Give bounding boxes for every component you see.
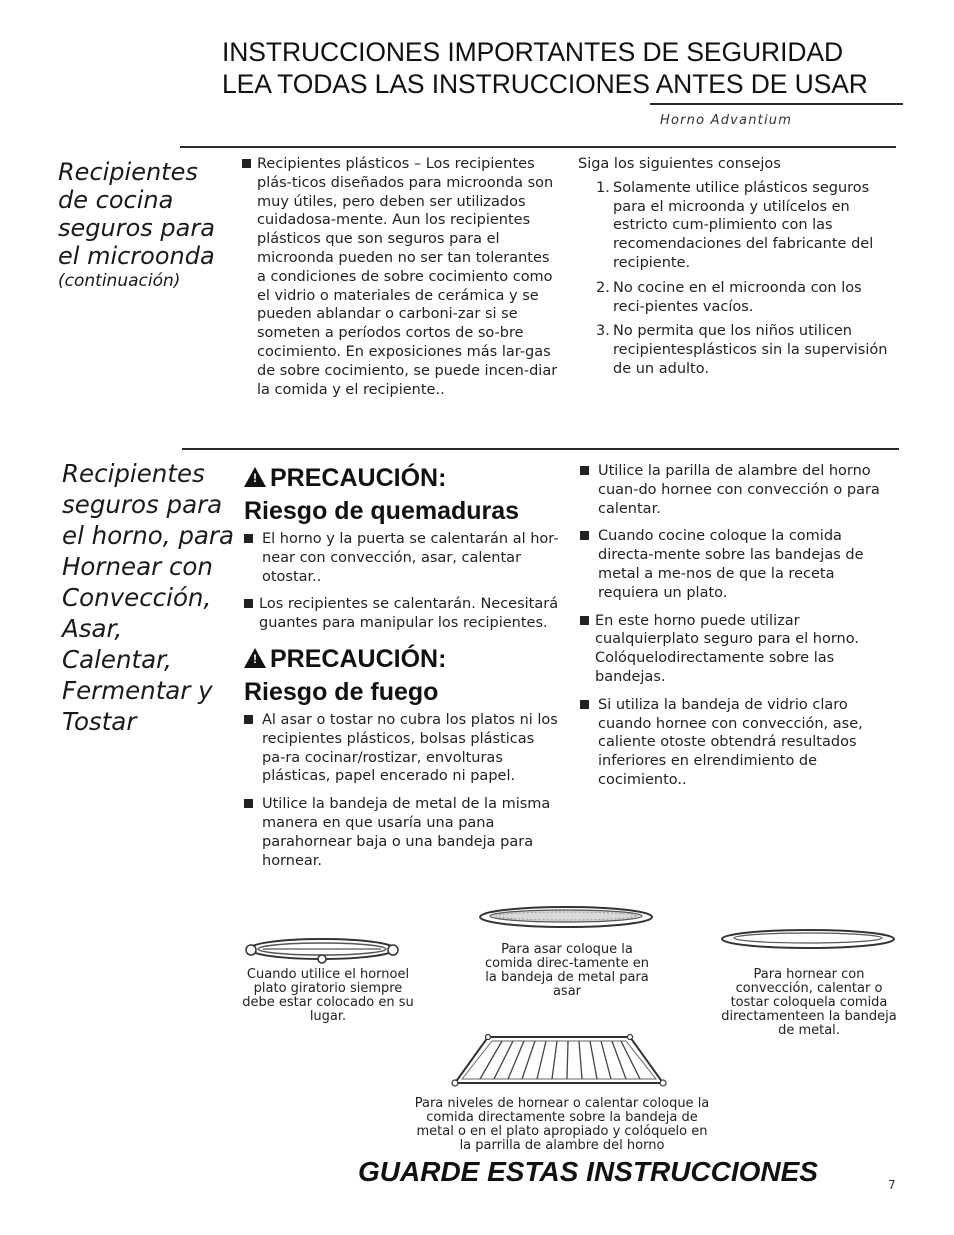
list-item-text: El horno y la puerta se calentarán al hor-near con convección, asar, calentar otostar.. (262, 531, 559, 585)
warning-fire (244, 643, 562, 709)
warning-triangle-icon: ! (244, 467, 266, 487)
header-line-1: INSTRUCCIONES IMPORTANTES DE SEGURIDAD (222, 37, 843, 67)
section2-title-line: Fermentar y (62, 676, 213, 705)
section1-title-line: el microonda (58, 242, 215, 270)
section2-title (62, 458, 247, 737)
turntable-illustration (245, 934, 400, 964)
wire-rack-illustration (450, 1033, 668, 1089)
section2-col1 (244, 462, 562, 879)
bullet-square-icon (244, 715, 253, 724)
footer-title: GUARDE ESTAS INSTRUCCIONES (358, 1156, 818, 1187)
bullet-square-icon (580, 700, 589, 709)
section2-title-line: Hornear con (62, 552, 213, 581)
warning-label: PRECAUCIÓN: (270, 644, 447, 673)
list-item-text: Los recipientes se calentarán. Necesitará guantes para manipular los recipientes. (259, 596, 559, 632)
list-item-text: Si utiliza la bandeja de vidrio claro cuando hornee con convección, ase, caliente otoste obtendrá resultados inferiores en elrendimiento de cocimiento.. (598, 696, 863, 788)
list-item-text: No permita que los niños utilicen recipientesplásticos sin la supervisión de un adulto. (613, 323, 888, 377)
section2-col2 (580, 462, 890, 799)
bullet-square-icon (242, 159, 251, 168)
list-item-text: Solamente utilice plásticos seguros para el microonda y utilícelos en estricto cum-plimiento con las recomendaciones del fabricante del recipiente. (613, 179, 874, 271)
list-item-text: Cuando cocine coloque la comida directa-mente sobre las bandejas de metal a me-nos de que la receta requiera un plato. (598, 528, 864, 601)
header-rule (650, 103, 903, 105)
warning-triangle-icon: ! (244, 648, 266, 668)
list-item-text: Recipientes plásticos – Los recipientes plás-ticos diseñados para microonda son muy útiles, pero deben ser utilizados cuidadosa-mente. Aun los recipientes plásticos que son seguros para el microonda pueden no ser tan tolerantes a condiciones de sobre cocimiento como el vidrio o materiales de cerámica y se pueden ablandar o carboni-zar si se someten a períodos cortos de so-bre cocimiento. En exposiciones más lar-gas de sobre cocimiento, se puede incen-diar la comida y el recipiente.. (257, 156, 558, 398)
list-item (242, 155, 562, 399)
section1-title-line: de cocina (58, 186, 174, 214)
list-item-text: No cocine en el microonda con los reci-pientes vacíos. (613, 279, 862, 315)
section1-title-line: seguros para (58, 214, 215, 242)
list-item (578, 279, 893, 317)
bullet-square-icon (580, 616, 589, 625)
header-line-2: LEA TODAS LAS INSTRUCCIONES ANTES DE USAR (222, 69, 868, 99)
page-header (222, 36, 868, 100)
bullet-square-icon (580, 466, 589, 475)
tips-intro: Siga los siguientes consejos (578, 156, 781, 172)
list-item-text: Utilice la parilla de alambre del horno cuan-do hornee con convección o para calentar. (598, 463, 880, 517)
list-item (244, 530, 562, 586)
list-item (244, 711, 562, 786)
warning-subtitle: Riesgo de fuego (244, 677, 439, 706)
warning-subtitle: Riesgo de quemaduras (244, 497, 520, 525)
bullet-square-icon (244, 534, 253, 543)
glass-tray-illustration (720, 928, 896, 950)
section2-title-line: Asar, (62, 614, 123, 643)
section1-title-line: Recipientes (58, 158, 198, 186)
glass-tray-caption: Para hornear con convección, calentar o tostar coloquela comida directamenteen la bandeja de metal. (721, 967, 897, 1038)
continuation-label: (continuación) (58, 271, 181, 291)
list-item (580, 696, 890, 790)
list-item-text: Al asar o tostar no cubra los platos ni los recipientes plásticos, bolsas plásticas pa-ra cocinar/rostizar, envolturas plásticas, papel encerado ni papel. (262, 711, 558, 785)
bullet-square-icon (244, 599, 253, 608)
section2-title-line: Convección, (62, 583, 212, 612)
section2-rule (182, 448, 899, 450)
section1-col1 (242, 155, 562, 408)
metal-tray-illustration (478, 904, 654, 930)
page-number: 7 (888, 1178, 896, 1192)
list-number: 1. (596, 179, 610, 196)
bullet-square-icon (244, 799, 253, 808)
product-name: Horno Advantium (660, 113, 793, 128)
warning-label: PRECAUCIÓN: (270, 464, 447, 492)
list-item (580, 527, 890, 602)
section1-title (58, 158, 243, 292)
section1-rule (180, 146, 896, 148)
section2-title-line: Calentar, (62, 645, 172, 674)
section1-col2 (578, 155, 893, 385)
list-item (578, 322, 893, 378)
list-item (244, 795, 562, 870)
list-number: 2. (596, 279, 610, 296)
metal-tray-caption: Para asar coloque la comida direc-tamente en la bandeja de metal para asar (485, 942, 649, 999)
section2-title-line: seguros para (62, 490, 223, 519)
list-item (244, 595, 562, 633)
list-item-text: Utilice la bandeja de metal de la misma manera en que usaría una pana parahornear baja o una bandeja para hornear. (262, 796, 551, 869)
list-number: 3. (596, 323, 610, 340)
warning-burn (244, 462, 562, 528)
wire-rack-caption: Para niveles de hornear o calentar coloque la comida directamente sobre la bandeja de metal o en el plato apropiado y colóquelo en la parrilla de alambre del horno (414, 1096, 710, 1153)
list-item (578, 179, 893, 273)
list-item-text: En este horno puede utilizar cualquierplato seguro para el horno. Colóquelodirectamente sobre las bandejas. (595, 612, 859, 685)
list-item (580, 612, 890, 687)
list-item (580, 462, 890, 518)
section2-title-line: el horno, para (62, 521, 235, 550)
section2-title-line: Recipientes (62, 459, 205, 488)
bullet-square-icon (580, 531, 589, 540)
turntable-caption: Cuando utilice el hornoel plato giratorio siempre debe estar colocado en su lugar. (242, 967, 414, 1024)
section2-title-line: Tostar (62, 707, 137, 736)
